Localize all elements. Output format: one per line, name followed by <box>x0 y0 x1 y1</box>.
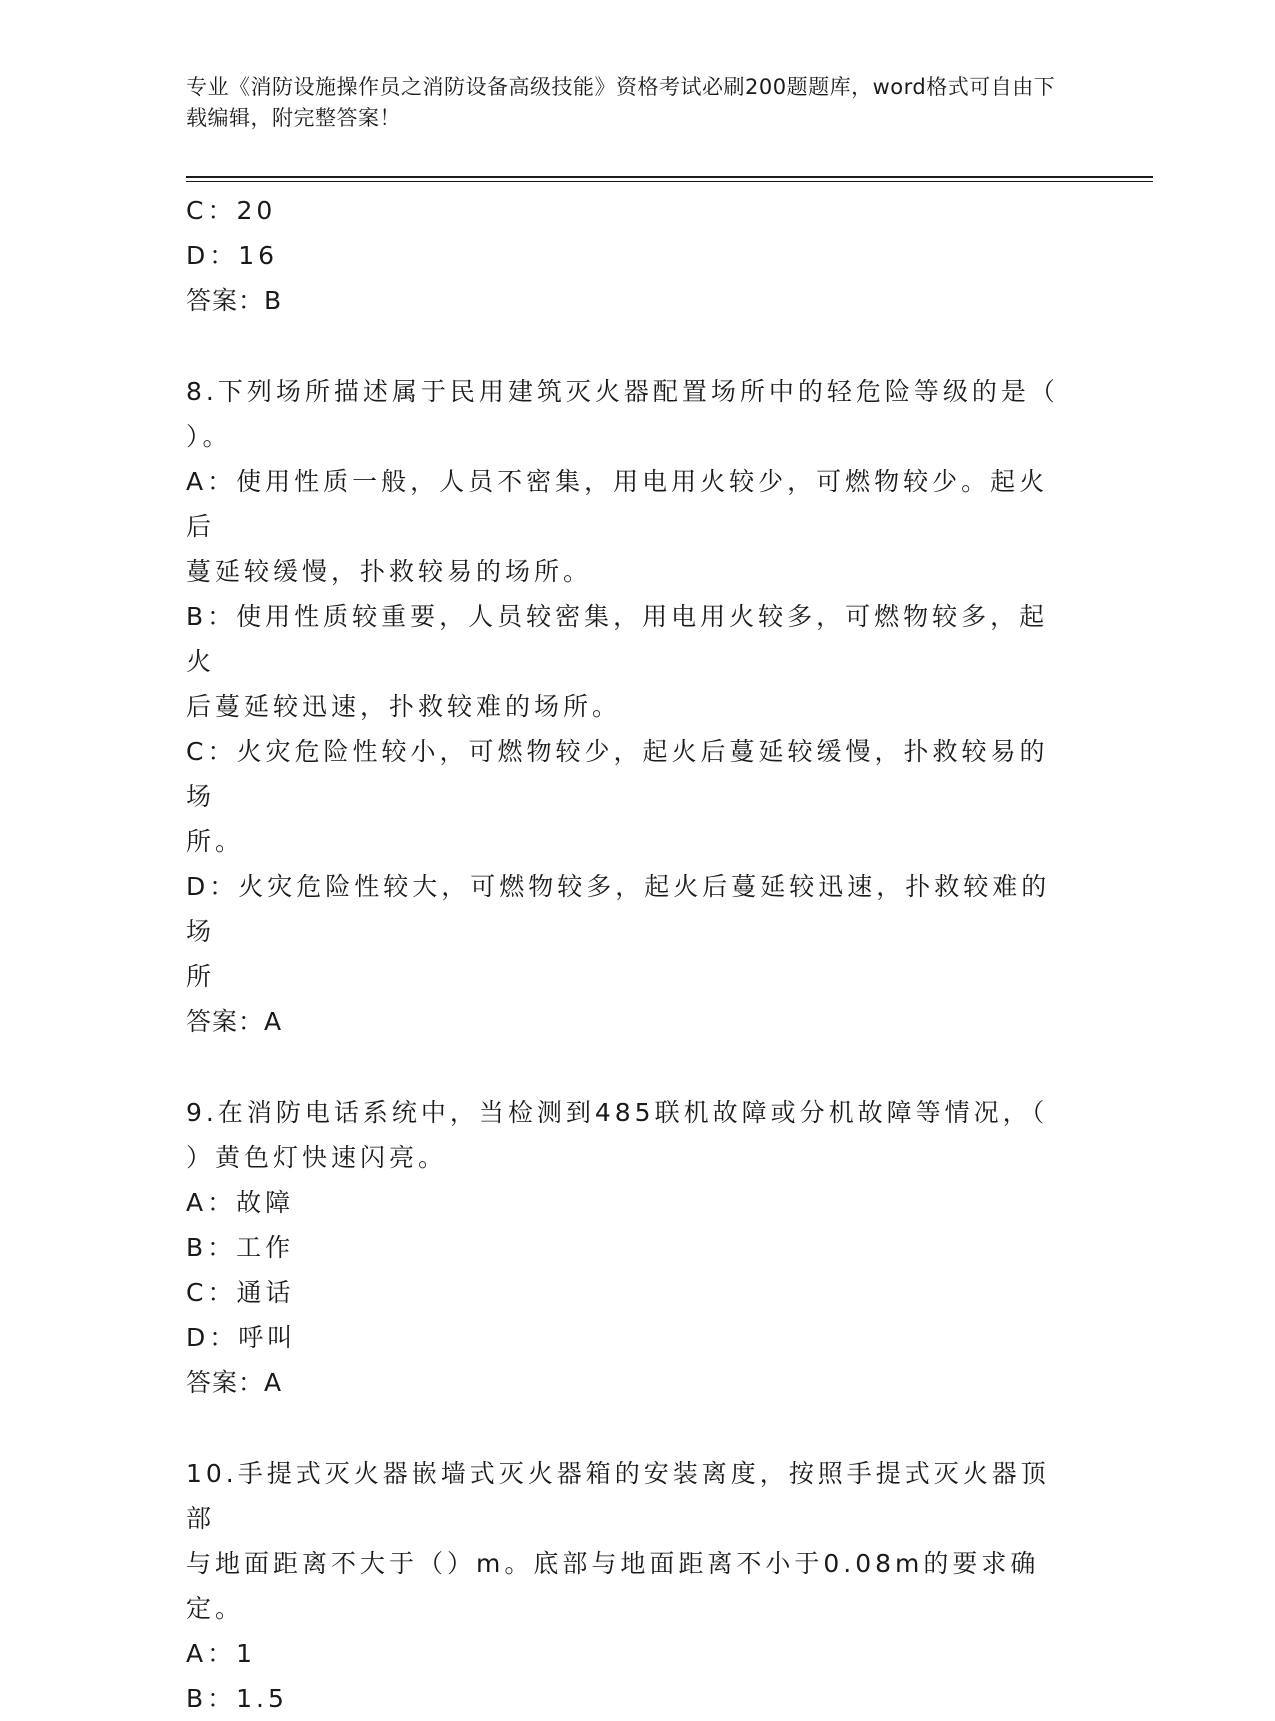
answer-line: 答案：A <box>186 1368 283 1397</box>
question-content <box>186 188 1076 1721</box>
option-line: D：16 <box>186 241 279 270</box>
question-10 <box>186 1451 1076 1721</box>
answer-line: 答案：B <box>186 286 283 315</box>
option-line: D：呼叫 <box>186 1323 297 1352</box>
question-stem: ）黄色灯快速闪亮。 <box>186 1143 448 1172</box>
option-line: 蔓延较缓慢，扑救较易的场所。 <box>186 557 593 586</box>
option-line: A：故障 <box>186 1188 295 1217</box>
question-stem: 10.手提式灭火器嵌墙式灭火器箱的安装离度，按照手提式灭火器顶部 <box>186 1459 1050 1533</box>
answer-line: 答案：A <box>186 1007 283 1036</box>
question-stem: 9.在消防电话系统中，当检测到485联机故障或分机故障等情况，（ <box>186 1098 1049 1127</box>
question-stem: ）。 <box>186 422 232 451</box>
option-line: C：通话 <box>186 1278 295 1307</box>
option-line: A：使用性质一般，人员不密集，用电用火较少，可燃物较少。起火后 <box>186 467 1049 541</box>
option-line: B：工作 <box>186 1233 295 1262</box>
option-line: 后蔓延较迅速，扑救较难的场所。 <box>186 692 622 721</box>
option-line: A：1 <box>186 1639 257 1668</box>
option-line: B：1.5 <box>186 1684 288 1713</box>
option-line: C：20 <box>186 196 277 225</box>
option-line: C：火灾危险性较小，可燃物较少，起火后蔓延较缓慢，扑救较易的场 <box>186 737 1049 811</box>
question-stem: 与地面距离不大于（）m。底部与地面距离不小于0.08m的要求确定。 <box>186 1549 1040 1623</box>
option-line: B：使用性质较重要，人员较密集，用电用火较多，可燃物较多，起火 <box>186 602 1049 676</box>
document-header: 专业《消防设施操作员之消防设备高级技能》资格考试必刷200题题库，word格式可自由下载编辑，附完整答案！ <box>186 75 1056 130</box>
option-line: D：火灾危险性较大，可燃物较多，起火后蔓延较迅速，扑救较难的场 <box>186 872 1051 946</box>
header-divider-thick <box>186 176 1153 178</box>
question-stem: 8.下列场所描述属于民用建筑灭火器配置场所中的轻危险等级的是（ <box>186 377 1059 406</box>
option-line: 所 <box>186 962 216 991</box>
header-divider-thin <box>186 181 1153 182</box>
question-8 <box>186 369 1076 1044</box>
question-9 <box>186 1090 1076 1405</box>
option-line: 所。 <box>186 827 245 856</box>
